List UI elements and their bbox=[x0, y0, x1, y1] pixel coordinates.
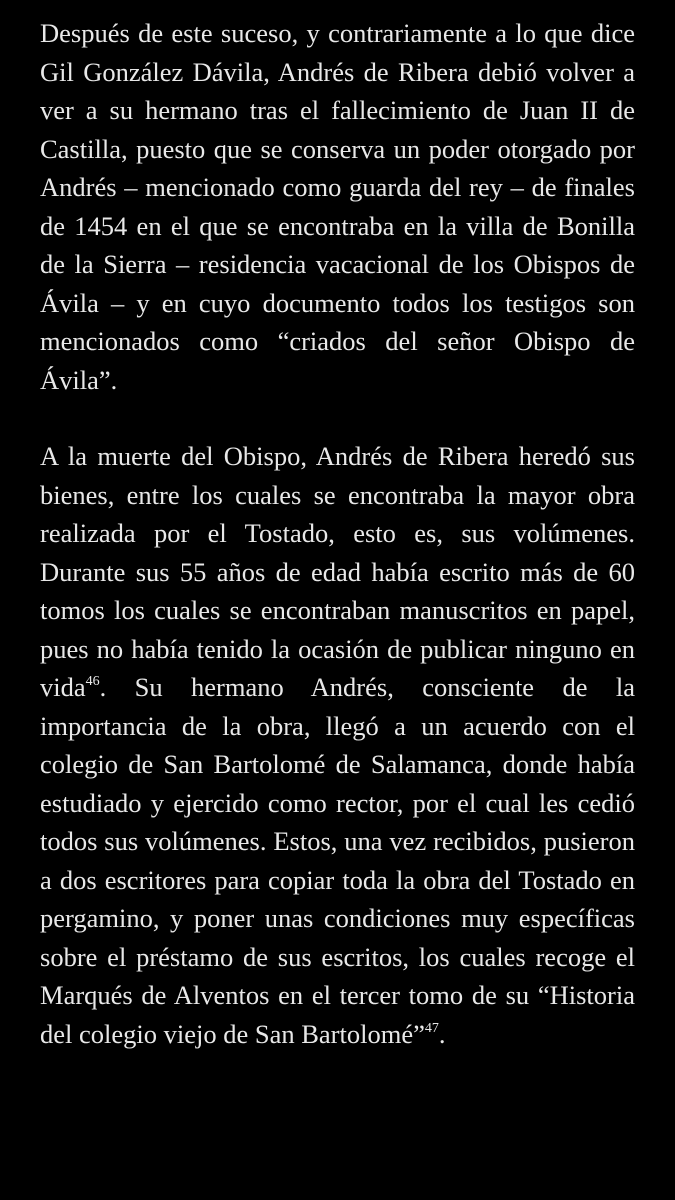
document-page bbox=[40, 14, 635, 1053]
paragraph-2-text-end: . bbox=[438, 1018, 446, 1049]
paragraph-2-text-part-1: A la muerte del Obispo, Andrés de Ribera heredó sus bienes, entre los cuales se encontraba la mayor obra realizada por el Tostado, esto es, sus volúmenes. Durante sus 55 años de edad había escrito más de 60 tomos los cuales se encontraban manuscritos en papel, pues no había tenido la ocasión de publicar ninguno en vida bbox=[40, 441, 635, 702]
footnote-ref-46[interactable]: 46 bbox=[85, 674, 100, 689]
paragraph-2-text-part-2: . Su hermano Andrés, consciente de la importancia de la obra, llegó a un acuerdo con el colegio de San Bartolomé de Salamanca, donde había estudiado y ejercido como rector, por el cual les cedió todos sus volúmenes. Estos, una vez recibidos, pusieron a dos escritores para copiar toda la obra del Tostado en pergamino, y poner unas condiciones muy específicas sobre el préstamo de sus escritos, los cuales recoge el Marqués de Alventos en el tercer tomo de su “Historia del colegio viejo de San Bartolomé” bbox=[40, 672, 635, 1049]
paragraph-2 bbox=[40, 437, 635, 1053]
paragraph-1: Después de este suceso, y contrariamente a lo que dice Gil González Dávila, Andrés de Ribera debió volver a ver a su hermano tras el fallecimiento de Juan II de Castilla, puesto que se conserva un poder otorgado por Andrés – mencionado como guarda del rey – de finales de 1454 en el que se encontraba en la villa de Bonilla de la Sierra – residencia vacacional de los Obispos de Ávila – y en cuyo documento todos los testigos son mencionados como “criados del señor Obispo de Ávila”. bbox=[40, 18, 635, 395]
footnote-ref-47[interactable]: 47 bbox=[424, 1020, 439, 1036]
